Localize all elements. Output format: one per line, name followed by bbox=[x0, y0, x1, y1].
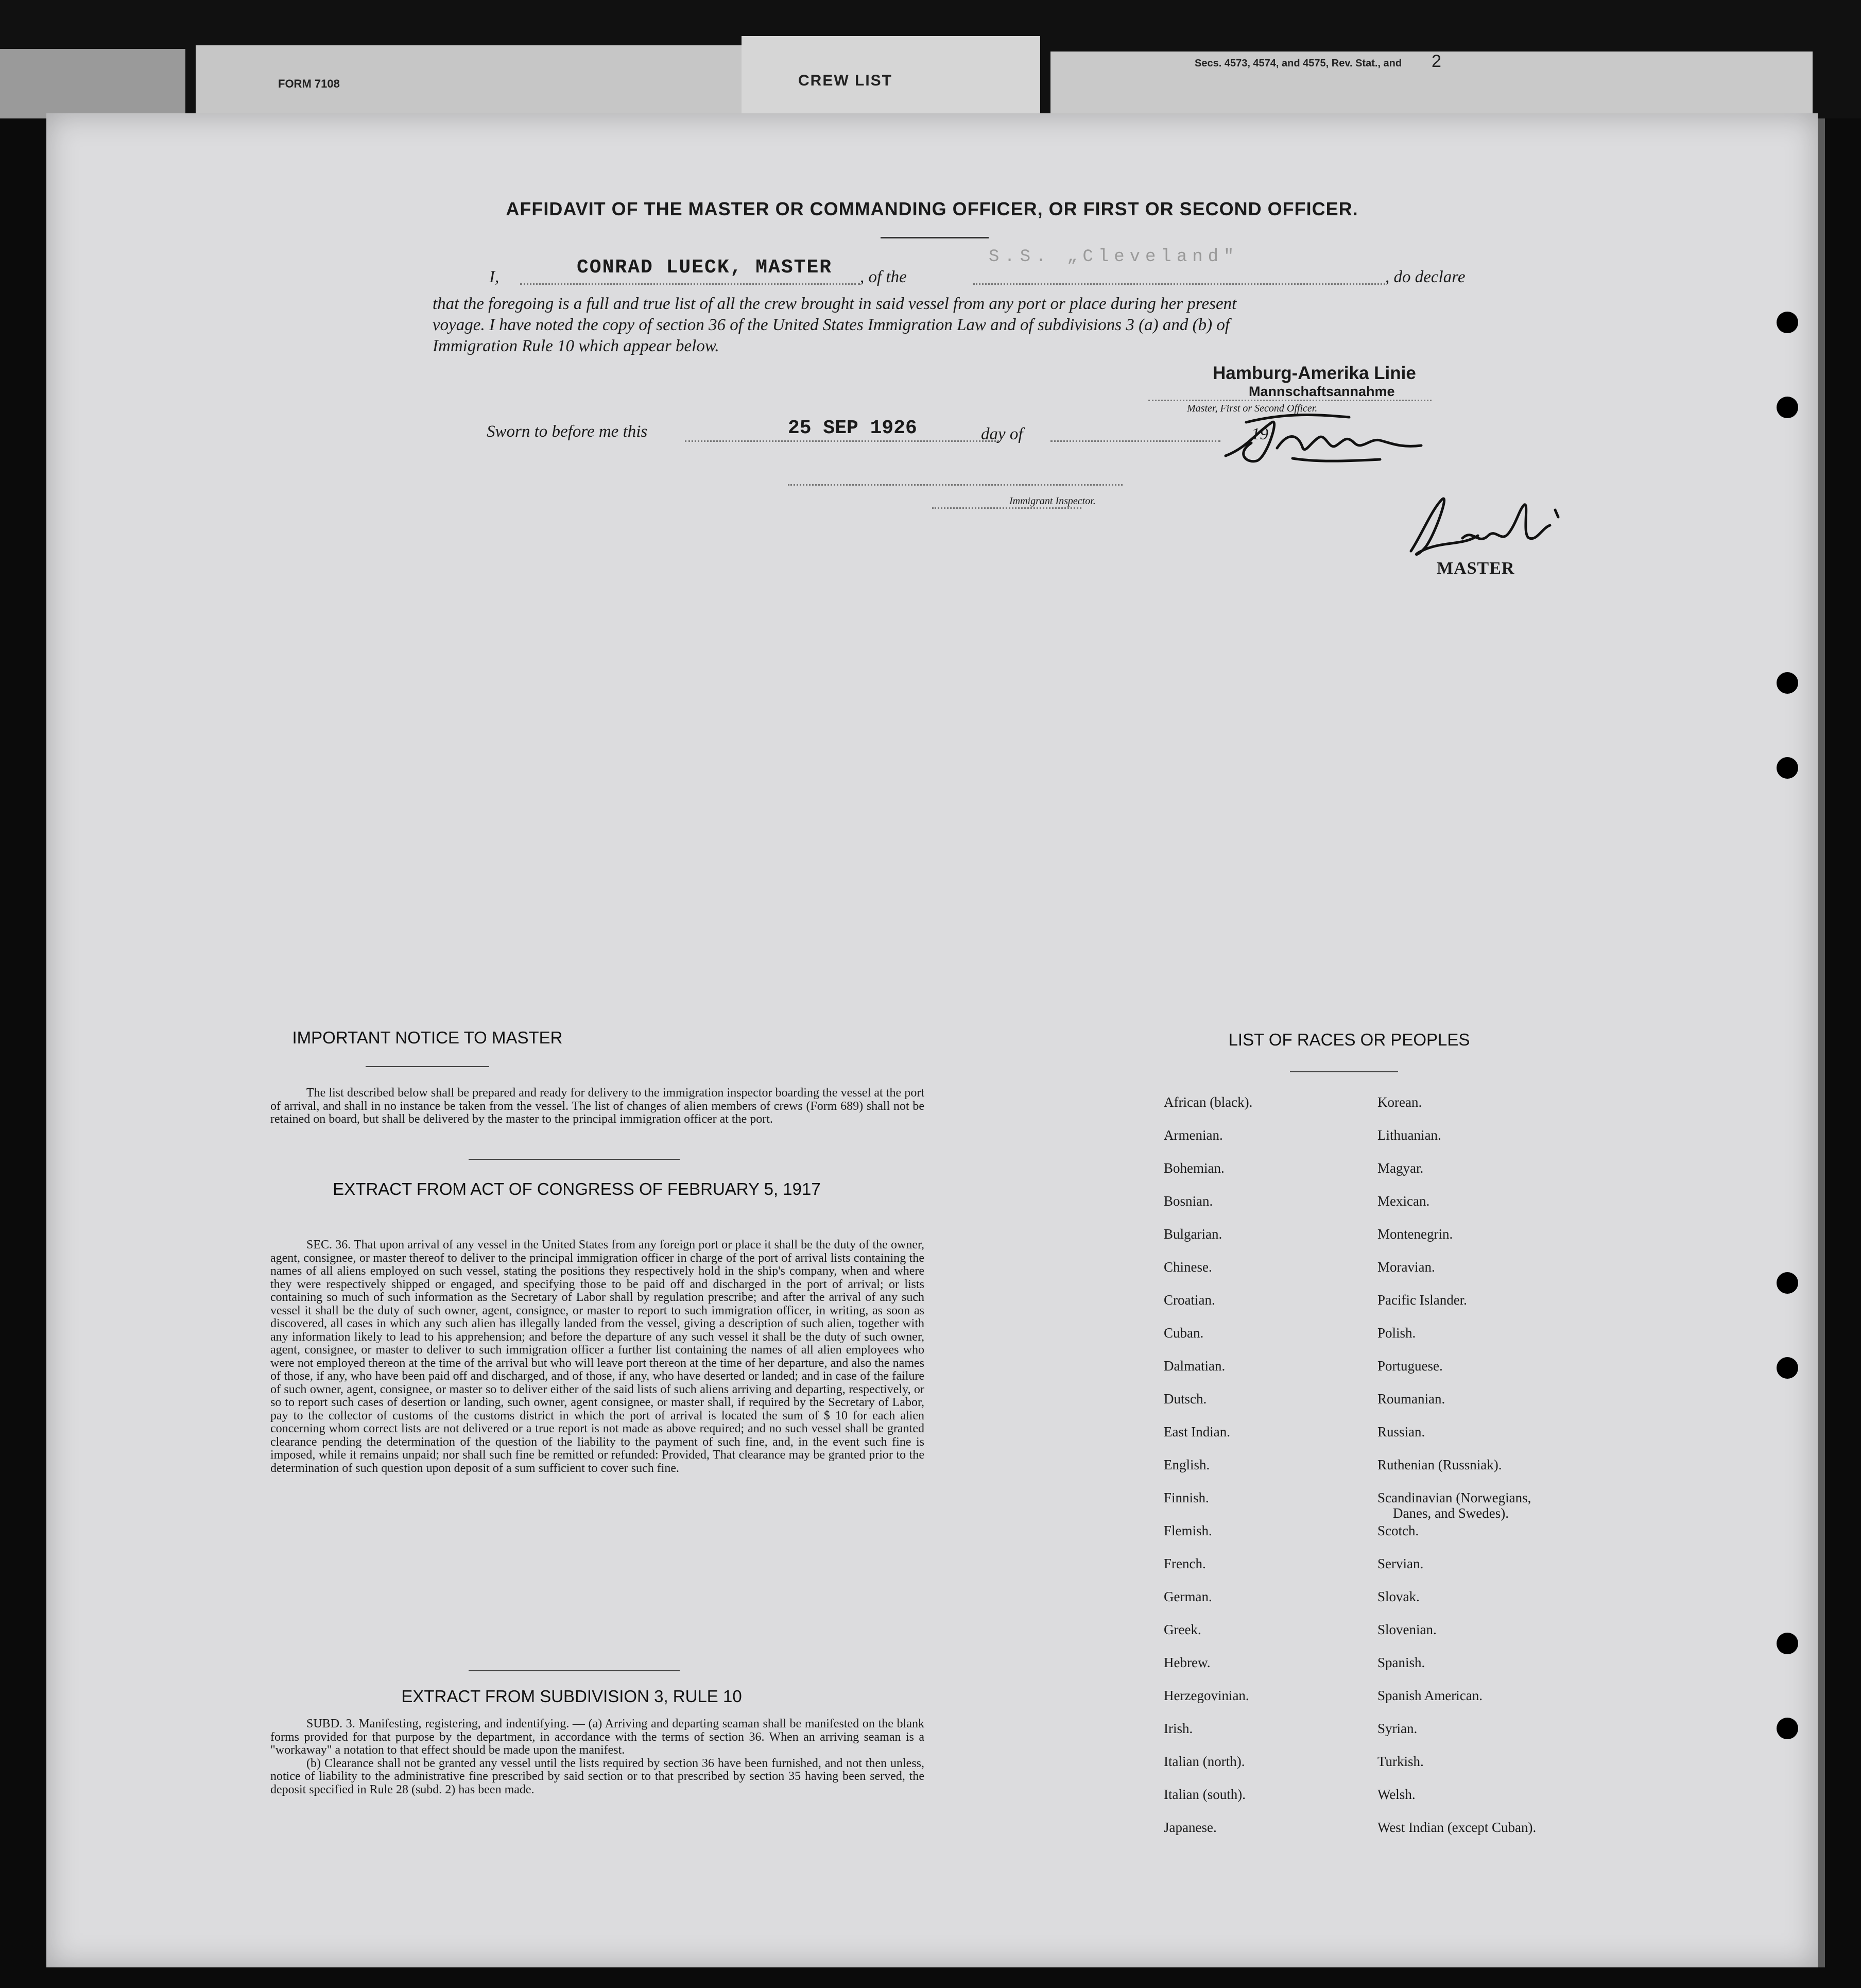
race-item: Irish. bbox=[1164, 1721, 1193, 1736]
rule-para-b: (b) Clearance shall not be granted any vessel until the lists required by section 36 have been furnished, and not then unless, notice of liability to the administrative fine prescribed by said section or to that prescribed by section 35 having been served, the deposit specified in Rule 28 (subd. 2) has been made. bbox=[270, 1756, 924, 1796]
master-stamp: MASTER bbox=[1437, 559, 1515, 578]
race-item: Servian. bbox=[1377, 1556, 1424, 1571]
race-item: French. bbox=[1164, 1556, 1206, 1571]
race-item: Bulgarian. bbox=[1164, 1226, 1222, 1242]
race-item: Welsh. bbox=[1377, 1787, 1416, 1802]
folded-page-edge bbox=[0, 49, 185, 118]
race-item: Portuguese. bbox=[1377, 1358, 1443, 1374]
race-item: Italian (south). bbox=[1164, 1787, 1246, 1802]
race-item: Chinese. bbox=[1164, 1259, 1212, 1275]
race-item: Finnish. bbox=[1164, 1490, 1209, 1505]
race-item: Armenian. bbox=[1164, 1127, 1223, 1143]
day-of-label: day of bbox=[981, 425, 1023, 443]
race-item: English. bbox=[1164, 1457, 1210, 1472]
inspector-signature-line bbox=[788, 484, 1123, 486]
races-divider bbox=[1290, 1071, 1398, 1072]
year-prefix: 19 bbox=[1251, 425, 1268, 443]
affidavit-line-4: Immigration Rule 10 which appear below. bbox=[433, 337, 719, 355]
race-item: Bosnian. bbox=[1164, 1193, 1213, 1209]
folded-page-edge bbox=[196, 45, 742, 118]
race-item: Montenegrin. bbox=[1377, 1226, 1453, 1242]
company-stamp-line1: Hamburg-Amerika Linie bbox=[1213, 363, 1416, 383]
race-item: German. bbox=[1164, 1589, 1212, 1604]
binder-hole bbox=[1777, 1272, 1798, 1294]
race-item: Herzegovinian. bbox=[1164, 1688, 1249, 1703]
race-item: Hebrew. bbox=[1164, 1655, 1211, 1670]
race-item: Spanish. bbox=[1377, 1655, 1425, 1670]
race-item: Dalmatian. bbox=[1164, 1358, 1226, 1374]
affidavit-line-3: voyage. I have noted the copy of section 36 of the United States Immigration Law and of subdivisions 3 (a) and (b) of bbox=[433, 316, 1230, 334]
form-number: FORM 7108 bbox=[278, 77, 340, 90]
race-item: Danes, and Swedes). bbox=[1393, 1505, 1509, 1521]
affidavit-line-2: that the foregoing is a full and true list of all the crew brought in said vessel from any port or place during her present bbox=[433, 295, 1237, 313]
binder-hole bbox=[1777, 672, 1798, 694]
title-divider bbox=[881, 237, 989, 238]
race-item: Slovenian. bbox=[1377, 1622, 1437, 1637]
race-item: East Indian. bbox=[1164, 1424, 1230, 1439]
document-page bbox=[46, 113, 1818, 1967]
notice-title: IMPORTANT NOTICE TO MASTER bbox=[292, 1028, 563, 1047]
race-item: Pacific Islander. bbox=[1377, 1292, 1467, 1308]
master-signature bbox=[1401, 489, 1571, 567]
binder-hole bbox=[1777, 1633, 1798, 1654]
statute-reference: Secs. 4573, 4574, and 4575, Rev. Stat., and bbox=[1195, 58, 1402, 69]
page-edge-shadow bbox=[1818, 118, 1825, 1967]
race-item: Magyar. bbox=[1377, 1160, 1424, 1176]
race-item: Ruthenian (Russniak). bbox=[1377, 1457, 1502, 1472]
binder-hole bbox=[1777, 757, 1798, 779]
race-item: Moravian. bbox=[1377, 1259, 1435, 1275]
race-item: Flemish. bbox=[1164, 1523, 1212, 1538]
extract-rule-text bbox=[270, 1718, 924, 1796]
company-stamp-line2: Mannschaftsannahme bbox=[1249, 384, 1395, 399]
race-item: Italian (north). bbox=[1164, 1754, 1245, 1769]
race-item: Russian. bbox=[1377, 1424, 1425, 1439]
officer-signature bbox=[1215, 402, 1504, 474]
race-item: African (black). bbox=[1164, 1094, 1253, 1110]
notice-text: The list described below shall be prepared and ready for delivery to the immigration inspector boarding the vessel at the port of arrival, and shall in no instance be taken from the vessel. The list of changes of alien members of crews (Form 689) shall not be retained on board, but shall be delivered by the master to the principal immigration officer at the port. bbox=[270, 1086, 924, 1126]
race-item: Korean. bbox=[1377, 1094, 1422, 1110]
race-item: Syrian. bbox=[1377, 1721, 1418, 1736]
form-title: CREW LIST bbox=[798, 72, 892, 89]
extract-act-text: SEC. 36. That upon arrival of any vessel in the United States from any foreign port or place it shall be the duty of the owner, agent, consignee, or master thereof to deliver to the principal immigration officer in charge of the port of arrival lists containing the names of all aliens employed on such vessel, stating the positions they respectively hold in the ship's company, when and where they were respectively shipped or engaged, and specifying those to be paid off and discharged in the port of arrival; or lists containing so much of such information as the Secretary of Labor shall by regulation prescribe; and after the arrival of any such vessel it shall be the duty of such owner, agent, consignee, or master to report to such immigration officer, in writing, as soon as discovered, all cases in which any such alien has illegally landed from the vessel, giving a description of such alien, together with any information likely to lead to his apprehension; and before the departure of any such vessel it shall be the duty of such owner, agent, consignee, or master to deliver to such immigration officer a further list containing the names of all alien employees who were not employed thereon at the time of the arrival but who will leave port thereon at the time of her departure, and also the names of those, if any, who have been paid off and discharged, and of those, if any, who have deserted or landed; and in case of the failure of such owner, agent, consignee, or master so to deliver either of the said lists of such aliens arriving and departing, respectively, or so to report such cases of desertion or landing, such owner, agent consignee, or master shall, if required by the Secretary of Labor, pay to the collector of customs of the customs district in which the port of arrival is located the sum of $ 10 for each alien concerning whom correct lists are not delivered or a true report is not made as above required; and no such vessel shall be granted clearance pending the determination of the question of the liability to the payment of such fine, and, in the event such fine is imposed, while it remains unpaid; nor shall such fine be remitted or refunded: Provided, That clearance may be granted prior to the determination of such question upon deposit of a sum sufficient to cover such fine. bbox=[270, 1238, 924, 1475]
vessel-line bbox=[973, 283, 1385, 285]
inspector-caption: Immigrant Inspector. bbox=[1009, 495, 1096, 507]
vessel-name-stamp: S.S. „Cleveland" bbox=[989, 247, 1239, 267]
race-item: Cuban. bbox=[1164, 1325, 1204, 1341]
inspector-caption-line bbox=[932, 507, 1081, 509]
race-item: Bohemian. bbox=[1164, 1160, 1225, 1176]
month-line bbox=[1050, 440, 1220, 442]
signer-line bbox=[1148, 400, 1432, 401]
binder-hole bbox=[1777, 1357, 1798, 1379]
section-divider bbox=[469, 1159, 680, 1160]
sworn-day-line bbox=[685, 440, 999, 442]
section-divider bbox=[469, 1670, 680, 1671]
race-item: Spanish American. bbox=[1377, 1688, 1483, 1703]
of-the-label: , of the bbox=[860, 268, 907, 286]
race-item: Dutsch. bbox=[1164, 1391, 1207, 1407]
affidavit-title: AFFIDAVIT OF THE MASTER OR COMMANDING OFFICER, OR FIRST OR SECOND OFFICER. bbox=[506, 198, 1358, 219]
race-item: Polish. bbox=[1377, 1325, 1416, 1341]
race-item: Croatian. bbox=[1164, 1292, 1215, 1308]
extract-rule-title: EXTRACT FROM SUBDIVISION 3, RULE 10 bbox=[401, 1687, 742, 1706]
binder-hole bbox=[1777, 312, 1798, 333]
race-item: Lithuanian. bbox=[1377, 1127, 1441, 1143]
affidavit-i-label: I, bbox=[489, 268, 499, 286]
signer-caption: Master, First or Second Officer. bbox=[1187, 403, 1318, 414]
race-item: Scotch. bbox=[1377, 1523, 1419, 1538]
binder-hole bbox=[1777, 1718, 1798, 1739]
race-item: Mexican. bbox=[1377, 1193, 1430, 1209]
header-strip bbox=[0, 0, 1861, 118]
rule-para-a: SUBD. 3. Manifesting, registering, and indentifying. — (a) Arriving and departing seaman shall be manifested on the blank forms provided for that purpose by the department, in accordance with the terms of section 36. When an arriving seaman is a "workaway" a notation to that effect should be made upon the manifest. bbox=[270, 1717, 924, 1757]
binder-hole bbox=[1777, 397, 1798, 418]
master-name-stamp: CONRAD LUECK, MASTER bbox=[577, 256, 833, 279]
page-number: 2 bbox=[1432, 52, 1441, 71]
race-item: Greek. bbox=[1164, 1622, 1201, 1637]
race-item: Turkish. bbox=[1377, 1754, 1424, 1769]
race-item: Japanese. bbox=[1164, 1820, 1217, 1835]
do-declare-label: , do declare bbox=[1385, 268, 1466, 286]
sworn-label: Sworn to before me this bbox=[487, 422, 648, 441]
race-item: Roumanian. bbox=[1377, 1391, 1445, 1407]
races-title: LIST OF RACES OR PEOPLES bbox=[1228, 1030, 1470, 1049]
race-item: Scandinavian (Norwegians, bbox=[1377, 1490, 1531, 1505]
race-item: Slovak. bbox=[1377, 1589, 1420, 1604]
name-line bbox=[520, 283, 860, 285]
race-item: West Indian (except Cuban). bbox=[1377, 1820, 1537, 1835]
sworn-date-stamp: 25 SEP 1926 bbox=[788, 417, 917, 439]
extract-act-title: EXTRACT FROM ACT OF CONGRESS OF FEBRUARY 5, 1917 bbox=[333, 1179, 821, 1198]
notice-divider bbox=[366, 1066, 489, 1067]
